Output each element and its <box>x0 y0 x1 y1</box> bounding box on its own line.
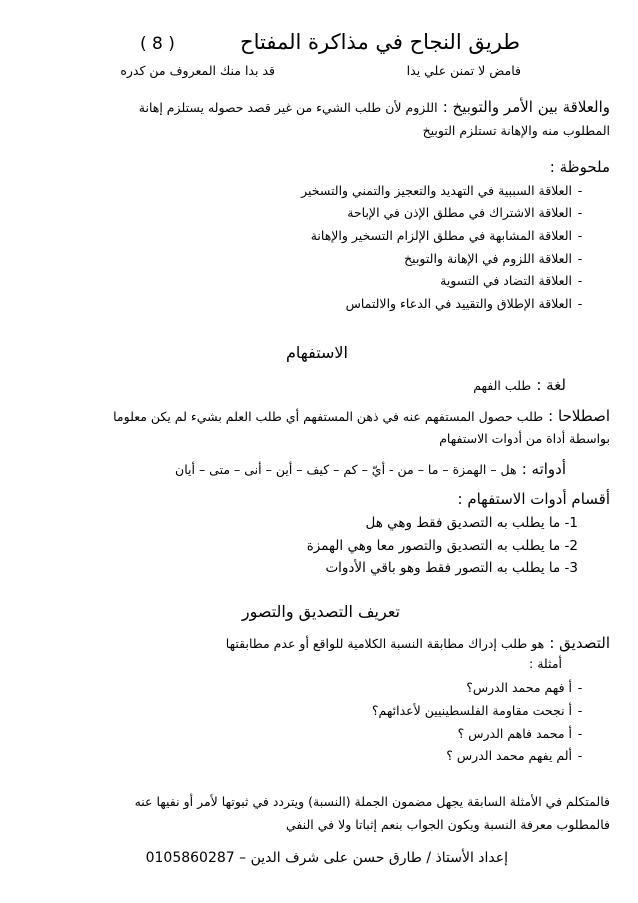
tasdiq-heading: تعريف التصديق والتصور <box>241 602 400 621</box>
istifham-heading: الاستفهام <box>285 343 348 362</box>
note-item: -العلاقة المشابهة في مطلق الإلزام التسخير والإهانة <box>310 228 583 243</box>
division-item: 3- ما يطلب به التصور فقط وهو باقي الأدوات <box>325 560 578 576</box>
divisions-heading: أقسام أدوات الاستفهام : <box>457 490 610 508</box>
conclusion-line2: فالمطلوب معرفة النسبة ويكون الجواب بنعم إثباتا ولا في النفي <box>285 817 610 832</box>
tasdiq-text: هو طلب إدراك مطابقة النسبة الكلامية للواقع أو عدم مطابقتها <box>225 636 545 651</box>
relation-definition <box>139 97 610 116</box>
istilah-line2: بواسطة أداة من أدوات الاستفهام <box>439 431 610 446</box>
page-number: ( 8 ) <box>140 34 175 54</box>
relation-line1: اللزوم لأن طلب الشيء من غير قصد حصوله يستلزم إهانة <box>138 100 438 115</box>
relation-keyword: والعلاقة بين الأمر والتوبيخ : <box>442 98 610 116</box>
example-item: -ألم يفهم محمد الدرس ؟ <box>446 748 583 763</box>
subtitle-left: قد بدا منك المعروف من كدره <box>120 63 275 78</box>
lugha-label: لغة : <box>536 376 566 394</box>
footer-credit: إعداد الأستاذ / طارق حسن على شرف الدين – 0105860287 <box>145 850 508 866</box>
note-item: -العلاقة الإطلاق والتقييد في الدعاء والالتماس <box>345 296 583 311</box>
tasdiq-label: التصديق : <box>549 634 610 652</box>
istilah-label: اصطلاحا : <box>548 407 610 425</box>
istilah-line1: طلب حصول المستفهم عنه في ذهن المستفهم أي طلب العلم بشيء لم يكن معلوما <box>113 409 544 424</box>
tools-label: أدواته : <box>521 460 566 478</box>
tasdiq-definition <box>226 633 610 652</box>
note-item: -العلاقة الاشتراك في مطلق الإذن في الإباحة <box>347 205 583 220</box>
page-title: طريق النجاح في مذاكرة المفتاح <box>240 30 520 54</box>
tools-row <box>175 459 566 478</box>
tools-text: هل – الهمزة – ما – من - أيّ – كم – كيف – أين – أنى – متى – أيان <box>175 462 517 477</box>
division-item: 1- ما يطلب به التصديق فقط وهي هل <box>365 515 578 531</box>
example-item: -أ فهم محمد الدرس؟ <box>466 680 583 695</box>
subtitle-right: فامض لا تمنن علي يدا <box>406 63 521 78</box>
note-item: -العلاقة التضاد في التسوية <box>440 273 583 288</box>
note-heading: ملحوظة : <box>549 158 610 176</box>
lugha-text: طلب الفهم <box>473 378 532 393</box>
conclusion-line1: فالمتكلم في الأمثلة السابقة يجهل مضمون الجملة (النسبة) ويتردد في ثبوتها لأمر أو نفيها عنه <box>134 794 610 809</box>
examples-label: أمثلة : <box>529 656 562 671</box>
example-item: -أ محمد فاهم الدرس ؟ <box>457 726 583 741</box>
division-item: 2- ما يطلب به التصديق والتصور معا وهي الهمزة <box>306 538 578 554</box>
note-item: -العلاقة اللزوم في الإهانة والتوبيخ <box>404 251 583 266</box>
istilah-definition <box>113 406 610 425</box>
note-item: -العلاقة السببية في التهديد والتعجيز والتمني والتسخير <box>301 183 583 198</box>
lugha-definition <box>473 375 566 394</box>
example-item: -أ نجحت مقاومة الفلسطينيين لأعدائهم؟ <box>371 703 583 718</box>
relation-line2: المطلوب منه والإهانة تستلزم التوبيخ <box>422 123 610 138</box>
